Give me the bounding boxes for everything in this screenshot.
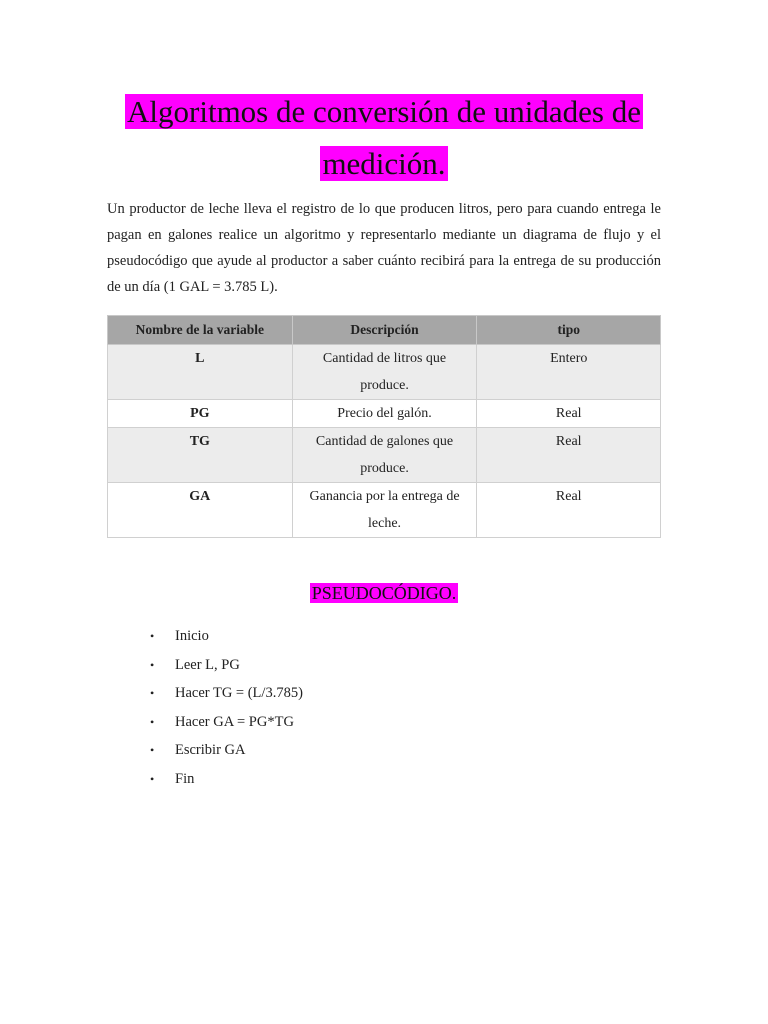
step-text: Hacer TG = (L/3.785): [175, 685, 303, 702]
variable-type-cell: Real: [477, 428, 661, 483]
step-text: Inicio: [175, 628, 209, 644]
step-text: Escribir GA: [175, 742, 246, 759]
header-description: Descripción: [292, 316, 477, 345]
table-row: [108, 483, 661, 538]
pseudocode-list: [150, 622, 303, 794]
table-row: [108, 345, 661, 400]
variable-type-cell: Real: [477, 483, 661, 538]
pseudocode-heading: [107, 580, 661, 606]
variable-type-cell: Entero: [477, 345, 661, 400]
variable-name-cell: L: [108, 345, 293, 400]
intro-paragraph: Un productor de leche lleva el registro de lo que producen litros, pero para cuando entrega le pagan en galones realice un algoritmo y representarlo mediante un diagrama de flujo y el pseudocódigo que ayude al productor a saber cuánto recibirá para la entrega de su producción de un día (1 GAL = 3.785 L).: [107, 201, 661, 295]
title-line-2: medición.: [322, 146, 446, 181]
variable-description-cell: Ganancia por la entrega de leche.: [292, 483, 477, 538]
step-text: Leer L, PG: [175, 656, 240, 673]
header-variable-name: Nombre de la variable: [108, 316, 293, 345]
variable-description-cell: Cantidad de galones que produce.: [292, 428, 477, 483]
list-item: [150, 679, 303, 708]
bullet-icon: •: [150, 629, 155, 643]
variable-description-cell: Cantidad de litros que produce.: [292, 345, 477, 400]
variable-name-cell: TG: [108, 428, 293, 483]
bullet-icon: •: [150, 714, 155, 729]
bullet-icon: •: [150, 657, 155, 672]
table-row: [108, 428, 661, 483]
document-title: [107, 86, 661, 190]
table-header-row: [108, 316, 661, 345]
variables-table: [107, 315, 661, 538]
list-item: [150, 736, 303, 765]
table-row: [108, 400, 661, 428]
variable-name-cell: GA: [108, 483, 293, 538]
pseudocode-heading-text: PSEUDOCÓDIGO.: [311, 583, 457, 603]
bullet-icon: •: [150, 771, 155, 786]
variable-type-cell: Real: [477, 400, 661, 428]
bullet-icon: •: [150, 743, 155, 758]
list-item: [150, 708, 303, 737]
bullet-icon: •: [150, 686, 155, 701]
title-line-1: Algoritmos de conversión de unidades de: [127, 94, 641, 129]
step-text: Hacer GA = PG*TG: [175, 713, 294, 730]
list-item: [150, 651, 303, 680]
variable-name-cell: PG: [108, 400, 293, 428]
step-text: Fin: [175, 770, 195, 787]
variable-description-cell: Precio del galón.: [292, 400, 477, 428]
list-item: [150, 622, 303, 651]
header-type: tipo: [477, 316, 661, 345]
list-item: [150, 765, 303, 794]
